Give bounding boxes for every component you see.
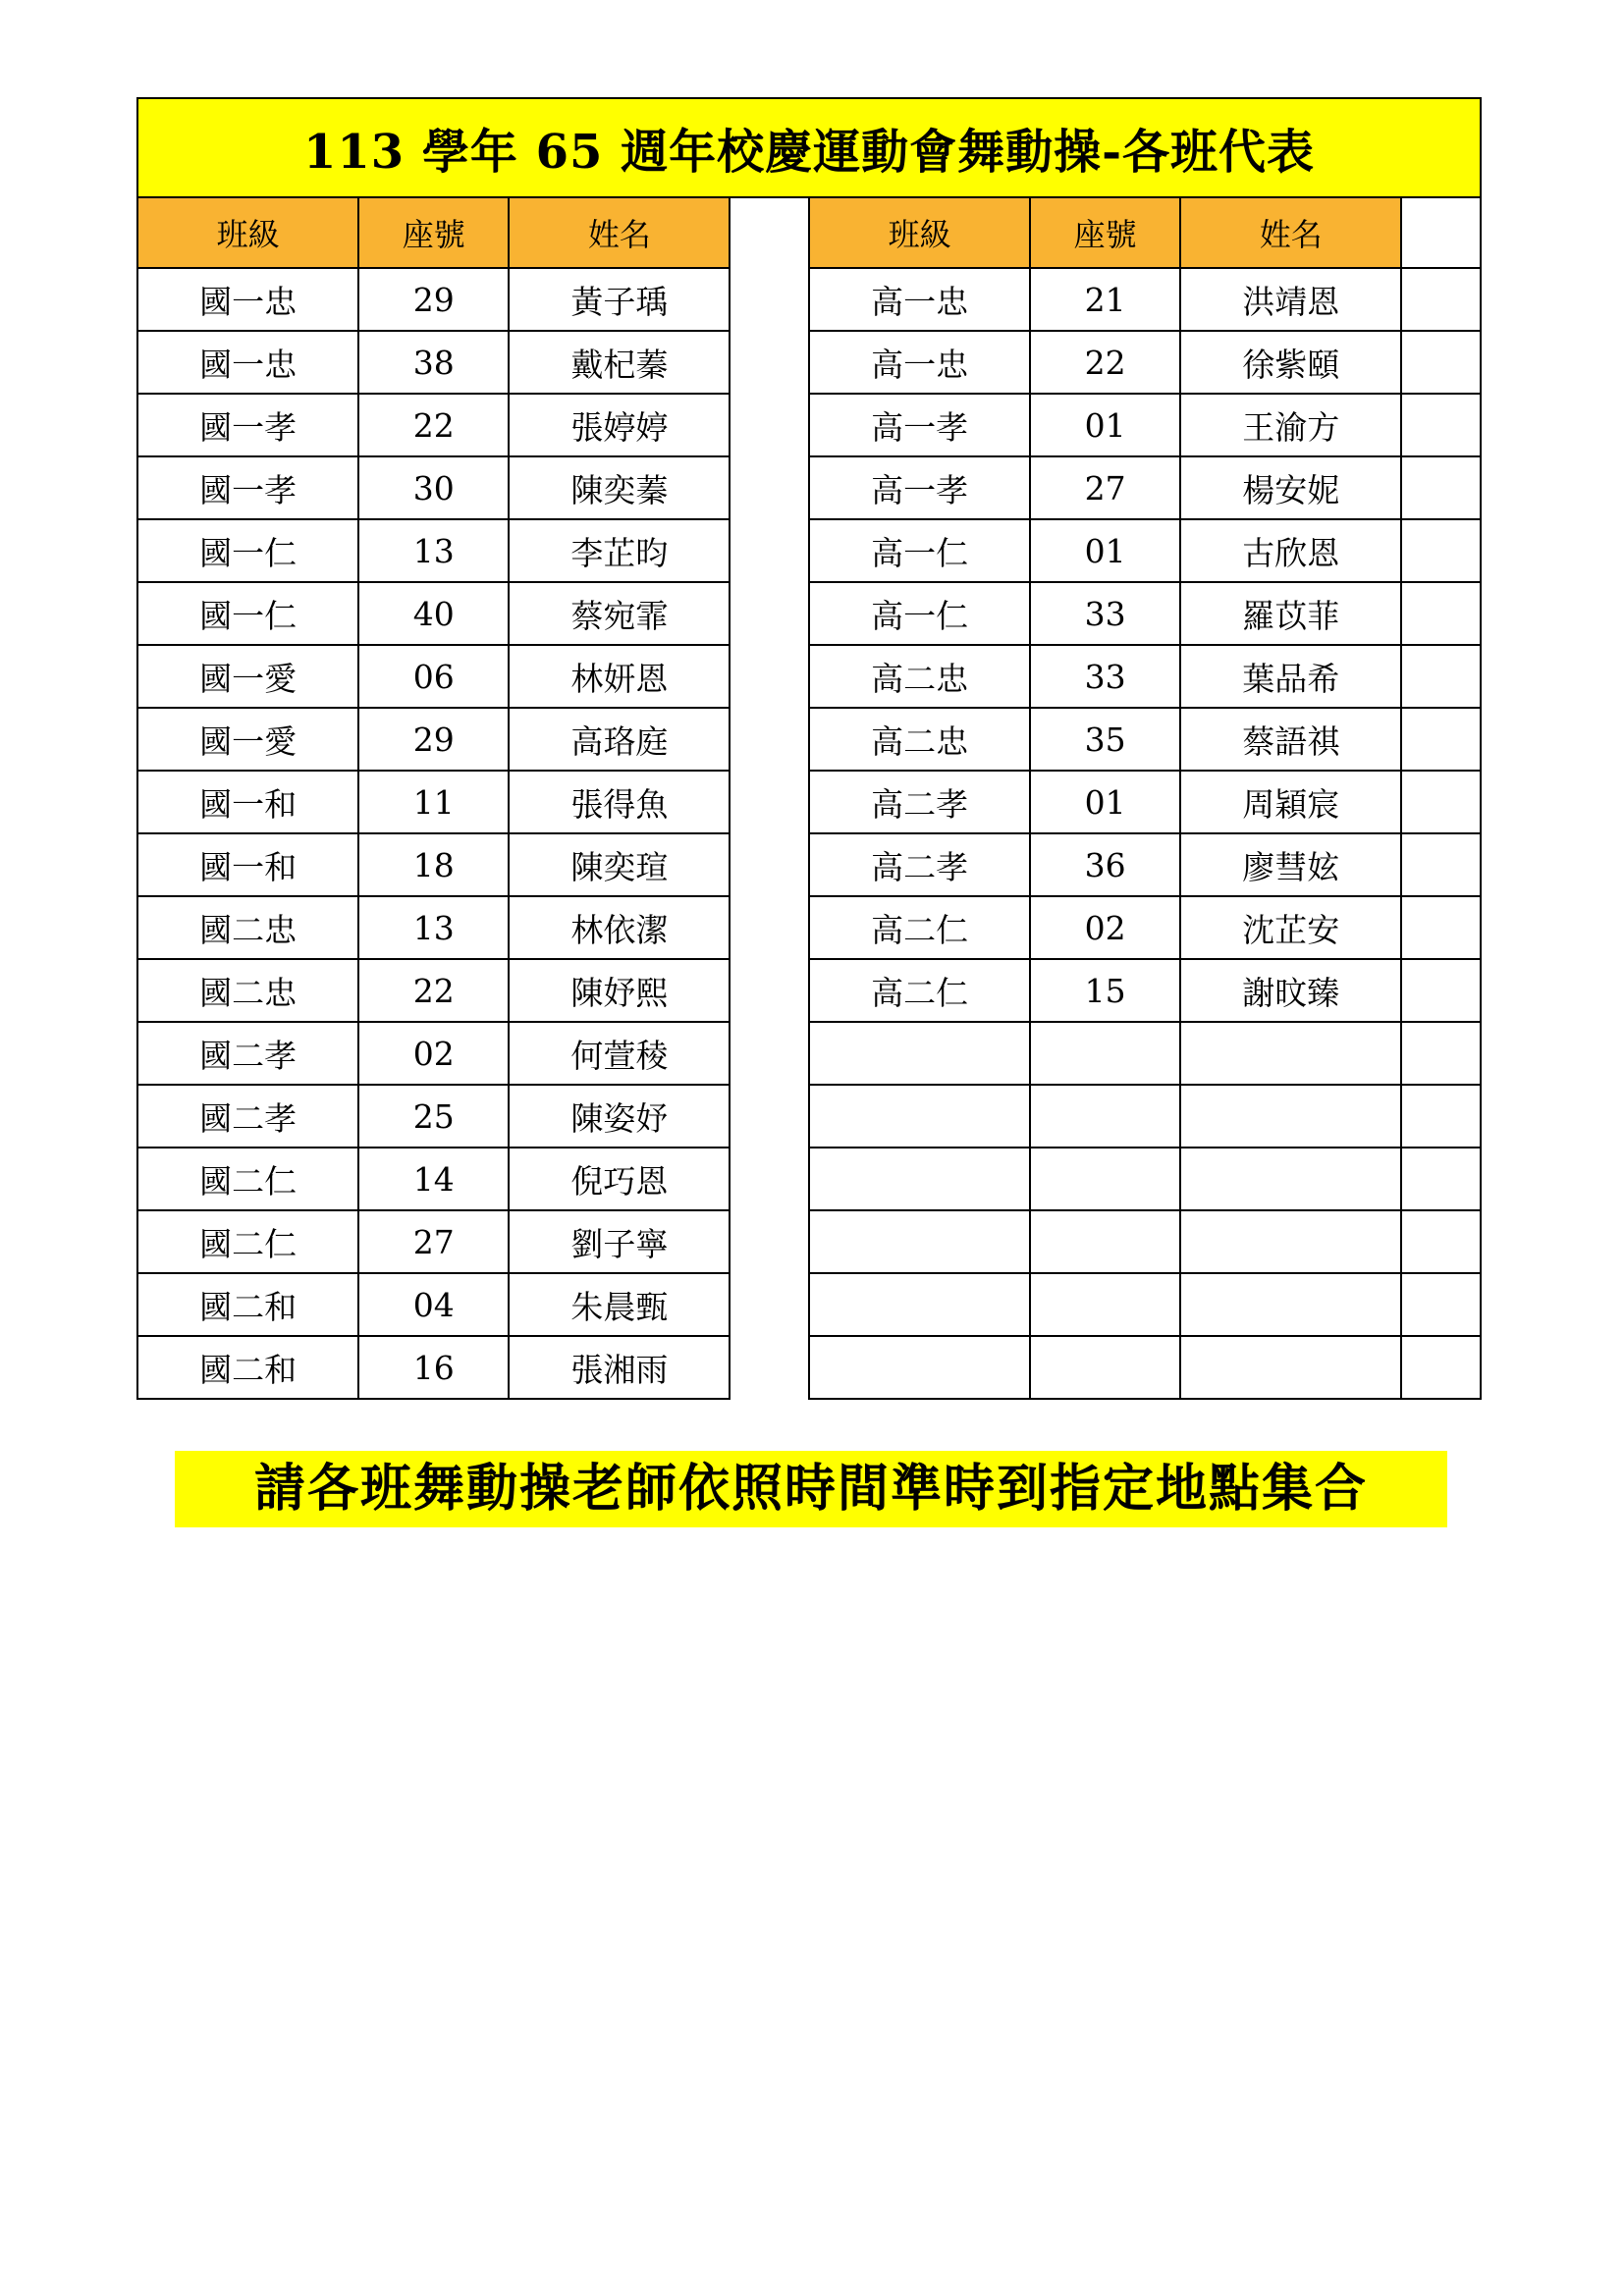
right-class-cell: 高一仁 xyxy=(809,519,1030,582)
left-name-cell: 戴杞蓁 xyxy=(509,331,730,394)
blank-cell xyxy=(1401,645,1481,708)
page-title: 113 學年 65 週年校慶運動會舞動操-各班代表 xyxy=(137,98,1481,197)
blank-cell xyxy=(1401,771,1481,833)
spacer-cell xyxy=(730,456,808,519)
right-seat-cell xyxy=(1030,1273,1180,1336)
left-seat-cell: 29 xyxy=(358,708,509,771)
right-name-cell: 羅苡菲 xyxy=(1180,582,1401,645)
left-class-cell: 國一仁 xyxy=(137,582,358,645)
right-seat-cell: 02 xyxy=(1030,896,1180,959)
left-class-cell: 國一忠 xyxy=(137,331,358,394)
left-name-cell: 林依潔 xyxy=(509,896,730,959)
representatives-table xyxy=(136,97,1482,1400)
right-class-cell: 高一仁 xyxy=(809,582,1030,645)
right-seat-cell xyxy=(1030,1148,1180,1210)
right-seat-cell: 21 xyxy=(1030,268,1180,331)
left-class-cell: 國二仁 xyxy=(137,1210,358,1273)
right-class-cell xyxy=(809,1210,1030,1273)
blank-cell xyxy=(1401,1085,1481,1148)
table-row xyxy=(137,1273,1481,1336)
left-seat-cell: 29 xyxy=(358,268,509,331)
right-name-cell xyxy=(1180,1148,1401,1210)
spacer-cell xyxy=(730,708,808,771)
left-seat-cell: 25 xyxy=(358,1085,509,1148)
blank-cell xyxy=(1401,582,1481,645)
right-seat-cell: 27 xyxy=(1030,456,1180,519)
spacer-cell xyxy=(730,519,808,582)
left-name-cell: 蔡宛霏 xyxy=(509,582,730,645)
header-class-right: 班級 xyxy=(809,197,1030,268)
left-class-cell: 國二忠 xyxy=(137,959,358,1022)
right-class-cell: 高二忠 xyxy=(809,708,1030,771)
left-class-cell: 國一愛 xyxy=(137,645,358,708)
left-class-cell: 國一和 xyxy=(137,771,358,833)
table-row xyxy=(137,771,1481,833)
left-name-cell: 張得魚 xyxy=(509,771,730,833)
left-name-cell: 陳奕瑄 xyxy=(509,833,730,896)
right-seat-cell: 33 xyxy=(1030,582,1180,645)
left-class-cell: 國一孝 xyxy=(137,456,358,519)
right-name-cell: 沈芷安 xyxy=(1180,896,1401,959)
blank-cell xyxy=(1401,1210,1481,1273)
left-seat-cell: 30 xyxy=(358,456,509,519)
table-row xyxy=(137,896,1481,959)
spacer-cell xyxy=(730,1210,808,1273)
spacer-cell xyxy=(730,268,808,331)
left-name-cell: 何萱稜 xyxy=(509,1022,730,1085)
spacer-cell xyxy=(730,645,808,708)
left-seat-cell: 27 xyxy=(358,1210,509,1273)
header-row xyxy=(137,197,1481,268)
blank-cell xyxy=(1401,519,1481,582)
right-class-cell xyxy=(809,1273,1030,1336)
left-name-cell: 陳姿妤 xyxy=(509,1085,730,1148)
right-class-cell xyxy=(809,1336,1030,1399)
left-name-cell: 倪巧恩 xyxy=(509,1148,730,1210)
right-class-cell: 高一忠 xyxy=(809,331,1030,394)
spacer-cell xyxy=(730,1273,808,1336)
spacer-cell xyxy=(730,1022,808,1085)
blank-cell xyxy=(1401,1336,1481,1399)
table-row xyxy=(137,331,1481,394)
right-seat-cell xyxy=(1030,1022,1180,1085)
blank-cell xyxy=(1401,1273,1481,1336)
left-seat-cell: 16 xyxy=(358,1336,509,1399)
blank-cell xyxy=(1401,331,1481,394)
right-name-cell: 古欣恩 xyxy=(1180,519,1401,582)
table-row xyxy=(137,1022,1481,1085)
header-seat-right: 座號 xyxy=(1030,197,1180,268)
table-row xyxy=(137,1085,1481,1148)
right-name-cell: 謝旼臻 xyxy=(1180,959,1401,1022)
assembly-notice: 請各班舞動操老師依照時間準時到指定地點集合 xyxy=(175,1451,1447,1527)
right-name-cell: 王渝方 xyxy=(1180,394,1401,456)
blank-cell xyxy=(1401,456,1481,519)
right-seat-cell: 36 xyxy=(1030,833,1180,896)
left-class-cell: 國二仁 xyxy=(137,1148,358,1210)
spacer-cell xyxy=(730,1085,808,1148)
right-name-cell xyxy=(1180,1210,1401,1273)
left-seat-cell: 13 xyxy=(358,896,509,959)
left-seat-cell: 22 xyxy=(358,959,509,1022)
blank-cell xyxy=(1401,268,1481,331)
left-class-cell: 國二忠 xyxy=(137,896,358,959)
left-class-cell: 國二和 xyxy=(137,1336,358,1399)
right-class-cell: 高二仁 xyxy=(809,896,1030,959)
table-row xyxy=(137,959,1481,1022)
left-seat-cell: 13 xyxy=(358,519,509,582)
right-name-cell xyxy=(1180,1085,1401,1148)
right-name-cell: 葉品希 xyxy=(1180,645,1401,708)
right-class-cell: 高一孝 xyxy=(809,456,1030,519)
header-name-left: 姓名 xyxy=(509,197,730,268)
left-class-cell: 國一愛 xyxy=(137,708,358,771)
table-row xyxy=(137,456,1481,519)
right-name-cell: 徐紫頤 xyxy=(1180,331,1401,394)
right-seat-cell xyxy=(1030,1210,1180,1273)
blank-cell xyxy=(1401,394,1481,456)
left-name-cell: 黃子瑀 xyxy=(509,268,730,331)
spacer-cell xyxy=(730,1336,808,1399)
spacer-cell xyxy=(730,1148,808,1210)
left-seat-cell: 11 xyxy=(358,771,509,833)
right-class-cell: 高二孝 xyxy=(809,771,1030,833)
right-seat-cell: 22 xyxy=(1030,331,1180,394)
table-row xyxy=(137,645,1481,708)
left-name-cell: 朱晨甄 xyxy=(509,1273,730,1336)
header-seat-left: 座號 xyxy=(358,197,509,268)
left-seat-cell: 02 xyxy=(358,1022,509,1085)
blank-cell xyxy=(1401,833,1481,896)
left-seat-cell: 14 xyxy=(358,1148,509,1210)
right-class-cell: 高二孝 xyxy=(809,833,1030,896)
left-seat-cell: 06 xyxy=(358,645,509,708)
left-seat-cell: 18 xyxy=(358,833,509,896)
title-row xyxy=(137,98,1481,197)
header-class-left: 班級 xyxy=(137,197,358,268)
spacer-cell xyxy=(730,197,808,268)
spacer-cell xyxy=(730,394,808,456)
left-class-cell: 國一忠 xyxy=(137,268,358,331)
spacer-cell xyxy=(730,833,808,896)
right-class-cell xyxy=(809,1085,1030,1148)
table-row xyxy=(137,1148,1481,1210)
left-seat-cell: 38 xyxy=(358,331,509,394)
blank-cell xyxy=(1401,1148,1481,1210)
blank-cell xyxy=(1401,896,1481,959)
left-name-cell: 張婷婷 xyxy=(509,394,730,456)
blank-cell xyxy=(1401,959,1481,1022)
right-name-cell: 廖彗妶 xyxy=(1180,833,1401,896)
right-class-cell: 高二仁 xyxy=(809,959,1030,1022)
right-name-cell xyxy=(1180,1022,1401,1085)
spacer-cell xyxy=(730,896,808,959)
right-name-cell xyxy=(1180,1336,1401,1399)
left-name-cell: 張湘雨 xyxy=(509,1336,730,1399)
table-row xyxy=(137,833,1481,896)
left-class-cell: 國二孝 xyxy=(137,1085,358,1148)
spacer-cell xyxy=(730,771,808,833)
right-name-cell: 蔡語祺 xyxy=(1180,708,1401,771)
spacer-cell xyxy=(730,959,808,1022)
right-seat-cell: 35 xyxy=(1030,708,1180,771)
left-class-cell: 國二孝 xyxy=(137,1022,358,1085)
left-class-cell: 國二和 xyxy=(137,1273,358,1336)
spacer-cell xyxy=(730,331,808,394)
left-name-cell: 劉子寧 xyxy=(509,1210,730,1273)
table-row xyxy=(137,1336,1481,1399)
left-class-cell: 國一仁 xyxy=(137,519,358,582)
right-class-cell xyxy=(809,1022,1030,1085)
right-name-cell xyxy=(1180,1273,1401,1336)
left-name-cell: 陳妤熙 xyxy=(509,959,730,1022)
left-name-cell: 陳奕蓁 xyxy=(509,456,730,519)
right-name-cell: 楊安妮 xyxy=(1180,456,1401,519)
left-name-cell: 林妍恩 xyxy=(509,645,730,708)
table-row xyxy=(137,394,1481,456)
table-row xyxy=(137,268,1481,331)
right-seat-cell: 01 xyxy=(1030,771,1180,833)
left-class-cell: 國一孝 xyxy=(137,394,358,456)
right-name-cell: 周穎宸 xyxy=(1180,771,1401,833)
table-row xyxy=(137,519,1481,582)
blank-cell xyxy=(1401,1022,1481,1085)
left-class-cell: 國一和 xyxy=(137,833,358,896)
table-row xyxy=(137,582,1481,645)
left-seat-cell: 40 xyxy=(358,582,509,645)
left-name-cell: 高珞庭 xyxy=(509,708,730,771)
left-seat-cell: 04 xyxy=(358,1273,509,1336)
right-class-cell: 高二忠 xyxy=(809,645,1030,708)
right-seat-cell xyxy=(1030,1336,1180,1399)
right-name-cell: 洪靖恩 xyxy=(1180,268,1401,331)
spacer-cell xyxy=(730,582,808,645)
right-seat-cell: 01 xyxy=(1030,394,1180,456)
blank-cell xyxy=(1401,197,1481,268)
right-seat-cell: 15 xyxy=(1030,959,1180,1022)
right-class-cell: 高一忠 xyxy=(809,268,1030,331)
right-seat-cell: 01 xyxy=(1030,519,1180,582)
table-row xyxy=(137,1210,1481,1273)
right-class-cell xyxy=(809,1148,1030,1210)
right-seat-cell: 33 xyxy=(1030,645,1180,708)
blank-cell xyxy=(1401,708,1481,771)
header-name-right: 姓名 xyxy=(1180,197,1401,268)
table-row xyxy=(137,708,1481,771)
left-name-cell: 李芷昀 xyxy=(509,519,730,582)
right-seat-cell xyxy=(1030,1085,1180,1148)
left-seat-cell: 22 xyxy=(358,394,509,456)
right-class-cell: 高一孝 xyxy=(809,394,1030,456)
